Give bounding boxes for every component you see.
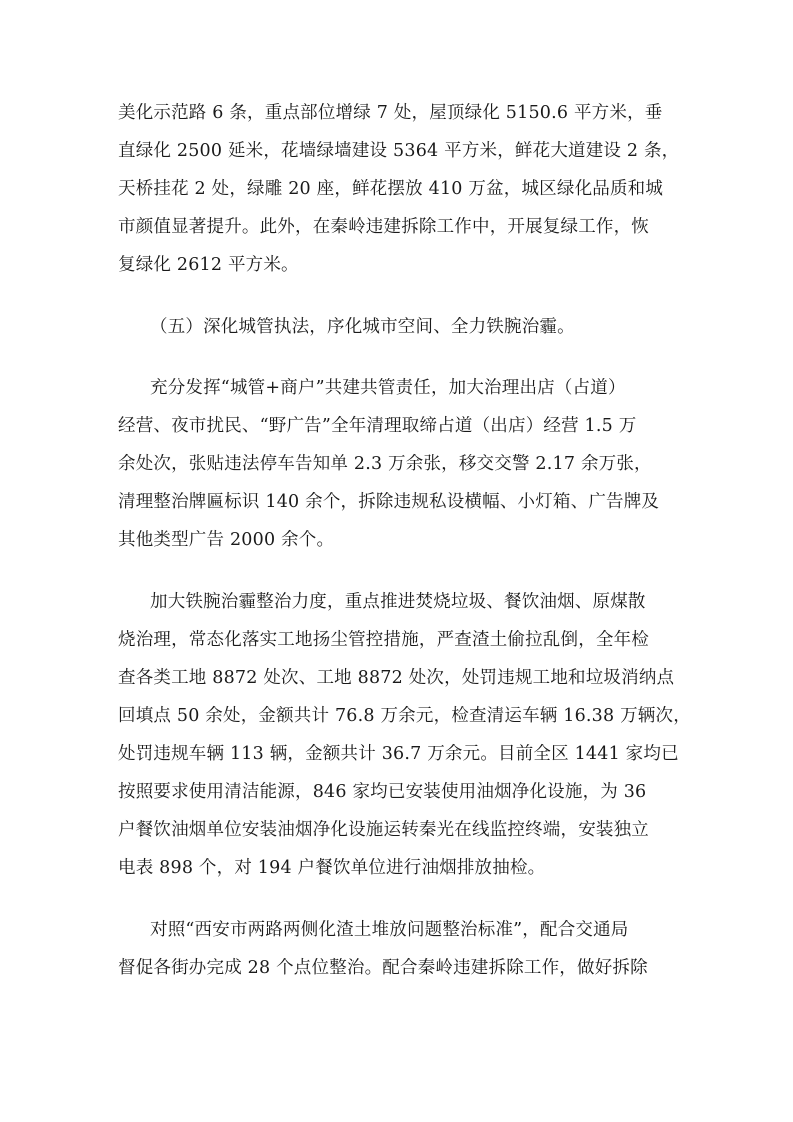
paragraph-4-line-2: 督促各街办完成 28 个点位整治。配合秦岭违建拆除工作，做好拆除 bbox=[118, 958, 648, 978]
paragraph-3-line-2: 烧治理，常态化落实工地扬尘管控措施，严查渣土偷拉乱倒，全年检 bbox=[118, 630, 649, 650]
paragraph-1-line-4: 市颜值显著提升。此外，在秦岭违建拆除工作中，开展复绿工作，恢 bbox=[118, 217, 649, 237]
paragraph-3-line-6: 按照要求使用清洁能源，846 家均已安装使用油烟净化设施，为 36 bbox=[118, 782, 647, 802]
paragraph-2-line-2: 经营、夜市扰民、“野广告”全年清理取缔占道（出店）经营 1.5 万 bbox=[118, 416, 637, 436]
paragraph-3-line-8: 电表 898 个，对 194 户餐饮单位进行油烟排放抽检。 bbox=[118, 858, 546, 878]
paragraph-1-line-1: 美化示范路 6 条，重点部位增绿 7 处，屋顶绿化 5150.6 平方米，垂 bbox=[118, 103, 663, 123]
paragraph-3-line-4: 回填点 50 余处，金额共计 76.8 万余元，检查清运车辆 16.38 万辆次， bbox=[118, 706, 691, 726]
paragraph-1-line-3: 天桥挂花 2 处，绿雕 20 座，鲜花摆放 410 万盆，城区绿化品质和城 bbox=[118, 179, 664, 199]
paragraph-2-line-4: 清理整治牌匾标识 140 余个，拆除违规私设横幅、小灯箱、广告牌及 bbox=[118, 492, 660, 512]
paragraph-2-line-1: 充分发挥“城管+商户”共建共管责任，加大治理出店（占道） bbox=[150, 378, 626, 398]
paragraph-3-line-7: 户餐饮油烟单位安装油烟净化设施运转秦光在线监控终端，安装独立 bbox=[118, 820, 649, 840]
paragraph-3-line-3: 查各类工地 8872 处次、工地 8872 处次，处罚违规工地和垃圾消纳点 bbox=[118, 668, 675, 688]
paragraph-1-line-5: 复绿化 2612 平方米。 bbox=[118, 255, 299, 275]
paragraph-3-line-5: 处罚违规车辆 113 辆，金额共计 36.7 万余元。目前全区 1441 家均已 bbox=[118, 744, 679, 764]
paragraph-3-line-1: 加大铁腕治霾整治力度，重点推进焚烧垃圾、餐饮油烟、原煤散 bbox=[150, 592, 646, 612]
paragraph-1-line-2: 直绿化 2500 延米，花墙绿墙建设 5364 平方米，鲜花大道建设 2 条， bbox=[118, 141, 680, 161]
paragraph-2-line-5: 其他类型广告 2000 余个。 bbox=[118, 530, 335, 550]
paragraph-2-line-3: 余处次，张贴违法停车告知单 2.3 万余张，移交交警 2.17 余万张， bbox=[118, 454, 652, 474]
paragraph-4-line-1: 对照“西安市两路两侧化渣土堆放问题整治标准”，配合交通局 bbox=[150, 920, 629, 940]
section-heading: （五）深化城管执法，序化城市空间、全力铁腕治霾。 bbox=[150, 317, 575, 337]
